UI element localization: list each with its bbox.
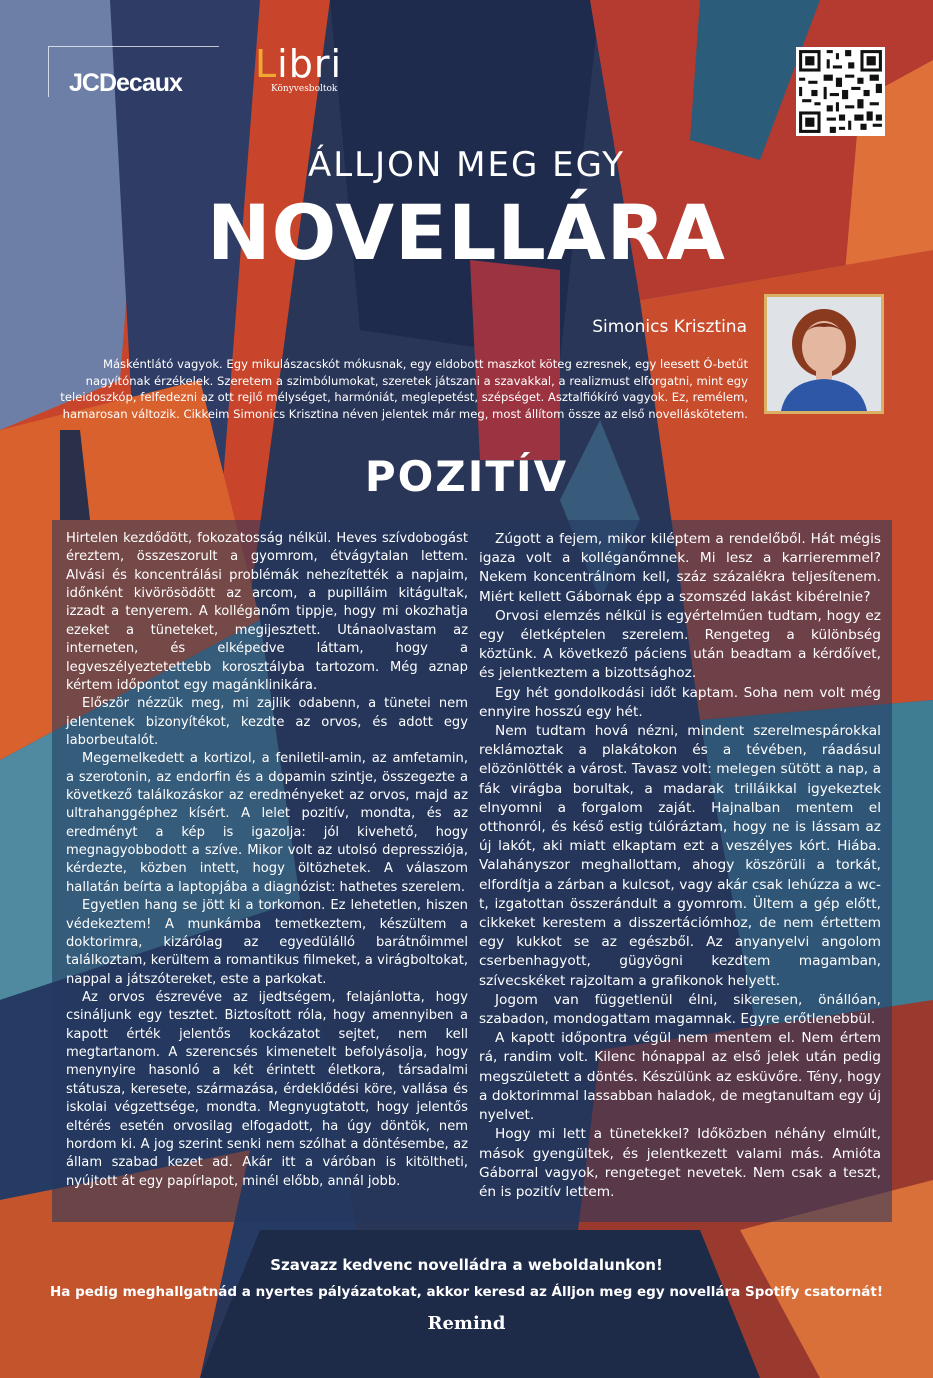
paragraph: Megemelkedett a kortizol, a feniletil-amin, az amfetamin, a szerotonin, az endorfin és a dopamin szintje, összegezte a következő találkozáskor az eredményeket az orvos, majd az ultrahanggéphez kísért. A lelet pozitív, mondta, és az eredményt a kép is igazolja: jól kivehető, hogy megnagyobbodott a szíve. Mikor volt az utolsó depressziója, kérdezte, közben intett, hogy öltözhetek. A válaszom hallatán beírta a laptopjába a diagnózist: hathetes szerelem.: [66, 751, 468, 895]
spotify-call-to-action: Ha pedig meghallgatnád a nyertes pályázatokat, akkor keresd az Álljon meg egy novellára Spotify csatornát!: [50, 1284, 883, 1300]
paragraph: A kapott időpontra végül nem mentem el. Nem értem rá, randim volt. Kilenc hónappal az első jelek után pedig megszületett a döntés. Készülünk az esküvőre. Tény, hogy a doktorimmal lassabban haladok, de megtanultam egy új nyelvet.: [479, 1030, 881, 1124]
story-column-left: [66, 530, 468, 1191]
remind-logo: Remind: [427, 1313, 506, 1334]
paragraph: Nem tudtam hová nézni, mindent szerelmespárokkal reklámoztak a plakátokon és a tévében, ráadásul elözönlötték a várost. Tavasz volt: melegen sütött a nap, a fák virágba borultak, a madarak trilláikkal igyekeztek elnyomni a forgalom zaját. Hajnalban mentem el otthonról, és késő estig túlóráztam, hogy ne is lássam az új lakót, aki miatt elkaptam ezt a veszélyes kórt. Hiába. Valahányszor meghallottam, ahogy köszörüli a torkát, elfordítja a zárban a kulcsot, vagy akár csak lehúzza a wc-t, izgatottan összerándult a gyomrom. Ültem a gép előtt, cikkeket kerestem a disszertációmhoz, de nem értettem egy kukkot se az egészből. Az anyanyelvi angolom cserbenhagyott, gügyögni kezdtem magamban, szívecskéket rajzoltam a grafikonok helyett.: [479, 723, 881, 989]
author-name: Simonics Krisztina: [592, 317, 747, 337]
jcdecaux-logo: JCDecaux: [48, 46, 219, 97]
paragraph: Hirtelen kezdődött, fokozatosság nélkül. Heves szívdobogást éreztem, összeszorult a gyomrom, étvágytalan lettem. Alvási és koncentrálási problémák nehezítették a napjaim, időnként kivörösödött az arcom, a pupilláim kitágultak, izzadt a tenyerem. A kolléganőm tippje, hogy mi okozhatja ezeket a tüneteket, megijesztett. Utánaolvastam az interneten, és elképedve láttam, hogy a legveszélyeztetettebb korosztályba tartozom. Még aznap kértem időpontot egy magánklinikára.: [66, 531, 468, 693]
paragraph: Egyetlen hang se jött ki a torkomon. Ez lehetetlen, hiszen védekeztem! A munkámba temetkeztem, készültem a doktorimra, kizárólag az egyedülálló barátnőimmel találkoztam, kerültem a romantikus filmeket, a virágboltokat, nappal a játszótereket, este a parkokat.: [66, 898, 468, 987]
vote-call-to-action: Szavazz kedvenc novelládra a weboldalunkon!: [270, 1256, 663, 1274]
paragraph: Orvosi elemzés nélkül is egyértelműen tudtam, hogy ez egy életképtelen szerelem. Rengeteg a különbség köztünk. A következő páciens után beadtam a kérdőívet, és jelentkeztem a bizottsághoz.: [479, 607, 881, 682]
author-photo: [764, 294, 884, 414]
story-title: POZITÍV: [364, 452, 569, 501]
title-small: ÁLLJON MEG EGY: [307, 145, 626, 185]
qr-code[interactable]: [796, 47, 885, 136]
title-big: NOVELLÁRA: [207, 188, 726, 277]
paragraph: Hogy mi lett a tünetekkel? Időközben néhány elmúlt, mások gyengültek, és jelentkezett valami más. Amióta Gáborral vagyok, rengeteget nevetek. Nem csak a teszt, én is pozitív lettem.: [479, 1126, 881, 1200]
author-bio: Máskéntlátó vagyok. Egy mikulászacskót mókusnak, egy eldobott maszkot köteg ezresnek, egy leesett Ó-betűt nagyítónak érzékelek. Szeretem a szimbólumokat, szeretek játszani a szavakkal, a realizmust elforgatni, mint egy teleidoszkóp, felfedezni az ott rejlő mélységet, harmóniát, meglepetést, szépséget. Asztalfiókíró vagyok. Ez, remélem, hamarosan változik. Cikkeim Simonics Krisztina néven jelentek már meg, most állítom össze az első novelláskötetem.: [60, 357, 748, 421]
paragraph: Az orvos észrevéve az ijedtségem, felajánlotta, hogy csináljunk egy tesztet. Biztosított róla, hogy amennyiben a kapott érték jelentős kockázatot sejtet, nem kell megtartanom. A szerencsés kimenetelt befolyásolja, hogy menynyire hasonló a két érintett életkora, társadalmi státusza, keresete, származása, érdeklődési köre, vallása és iskolai végzettsége, mondta. Megnyugtatott, hogy jelentős eltérés esetén orvosilag elfogadott, ha úgy döntök, nem hordom ki. A jog szerint senki nem szólhat a döntésembe, az állam szabad kezet ad. Akár itt a váróban is kitöltheti, nyújtott át egy papírlapot, minél előbb, annál jobb.: [66, 989, 468, 1189]
paragraph: Zúgott a fejem, mikor kiléptem a rendelőből. Hát mégis igaza volt a kolléganőmnek. Mi lesz a karrieremmel? Nekem koncentrálnom kell, száz százalékra teljesítenem. Miért kellett Gábornak épp a szomszéd lakást kibérelnie?: [479, 531, 881, 605]
paragraph: Először nézzük meg, mi zajlik odabenn, a tünetei nem jelentenek bizonyítékot, kezdte az orvos, és adott egy laborbeutalót.: [66, 696, 468, 748]
paragraph: Egy hét gondolkodási időt kaptam. Soha nem volt még ennyire hosszú egy hét.: [479, 684, 881, 720]
story-column-right: [479, 530, 881, 1202]
paragraph: Jogom van függetlenül élni, sikeresen, önállóan, szabadon, mondogattam magamnak. Egyre erőtlenebbül.: [479, 991, 881, 1028]
libri-logo: Libri Könyvesboltok: [255, 42, 343, 94]
